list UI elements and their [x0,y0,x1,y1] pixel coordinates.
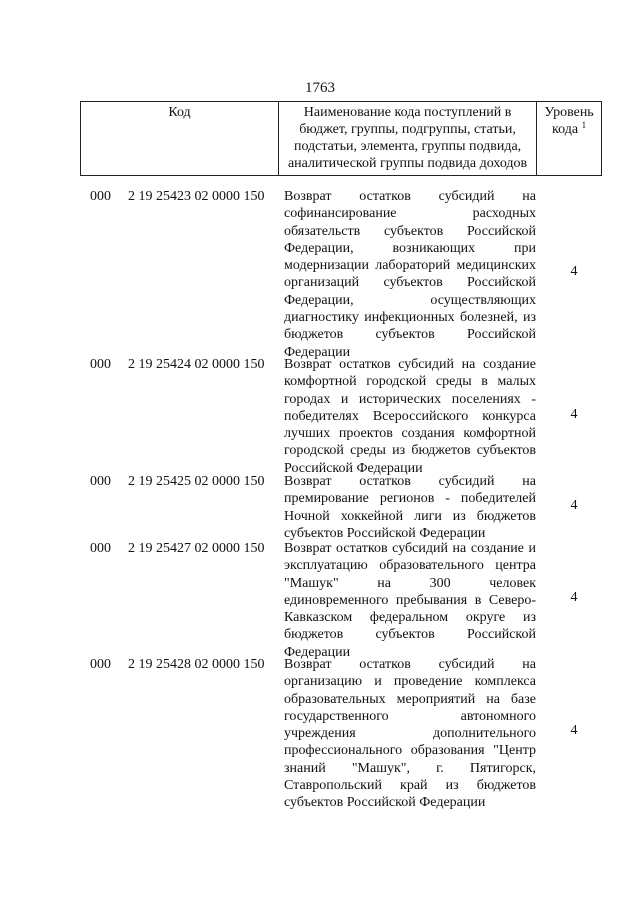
header-name-label: Наименование кода поступлений в бюджет, группы, подгруппы, статьи, подстатьи, элемента, группы подвида, аналитической группы подвида доходов [287,105,528,171]
header-level-label: Уровень кода [544,105,594,137]
revenue-code: 2 19 25428 02 0000 150 [128,657,265,672]
code-level: 4 [570,264,578,279]
footnote-marker: 1 [581,120,587,130]
code-level: 4 [570,723,578,738]
table-header [80,101,602,176]
admin-code: 000 [90,357,111,372]
revenue-code: 2 19 25424 02 0000 150 [128,357,265,372]
revenue-description: Возврат остатков субсидий на создание и эксплуатацию образовательного центра "Машук" на 300 человек единовременного пребывания в Северо-Кавказском федеральном округе из бюджетов субъектов Российской Федерации [284,541,536,660]
revenue-code: 2 19 25427 02 0000 150 [128,541,265,556]
code-level: 4 [570,407,578,422]
revenue-description: Возврат остатков субсидий на софинансирование расходных обязательств субъектов Российской Федерации, возникающих при модернизации лабораторий медицинских организаций субъектов Российской Федерации, осуществляющих диагностику инфекционных болезней, из бюджетов субъектов Российской Федерации [284,189,536,360]
revenue-description: Возврат остатков субсидий на премирование регионов - победителей Ночной хоккейной лиги из бюджетов субъектов Российской Федерации [284,474,536,541]
header-level [537,102,602,176]
revenue-description: Возврат остатков субсидий на создание комфортной городской среды в малых городах и исторических поселениях - победителях Всероссийского конкурса лучших проектов создания комфортной городской среды из бюджетов субъектов Российской Федерации [284,357,536,476]
header-code-label: Код [168,105,191,120]
revenue-description: Возврат остатков субсидий на организацию и проведение комплекса образовательных мероприятий на базе государственного автономного учреждения дополнительного профессионального образования "Центр знаний "Машук", г. Пятигорск, Ставропольский край из бюджетов субъектов Российской Федерации [284,657,536,811]
revenue-code: 2 19 25425 02 0000 150 [128,474,265,489]
header-name [279,102,537,176]
revenue-code: 2 19 25423 02 0000 150 [128,189,265,204]
code-level: 4 [570,590,578,605]
page-number: 1763 [305,80,335,96]
header-code [81,102,279,176]
admin-code: 000 [90,541,111,556]
admin-code: 000 [90,474,111,489]
admin-code: 000 [90,657,111,672]
admin-code: 000 [90,189,111,204]
code-level: 4 [570,498,578,513]
